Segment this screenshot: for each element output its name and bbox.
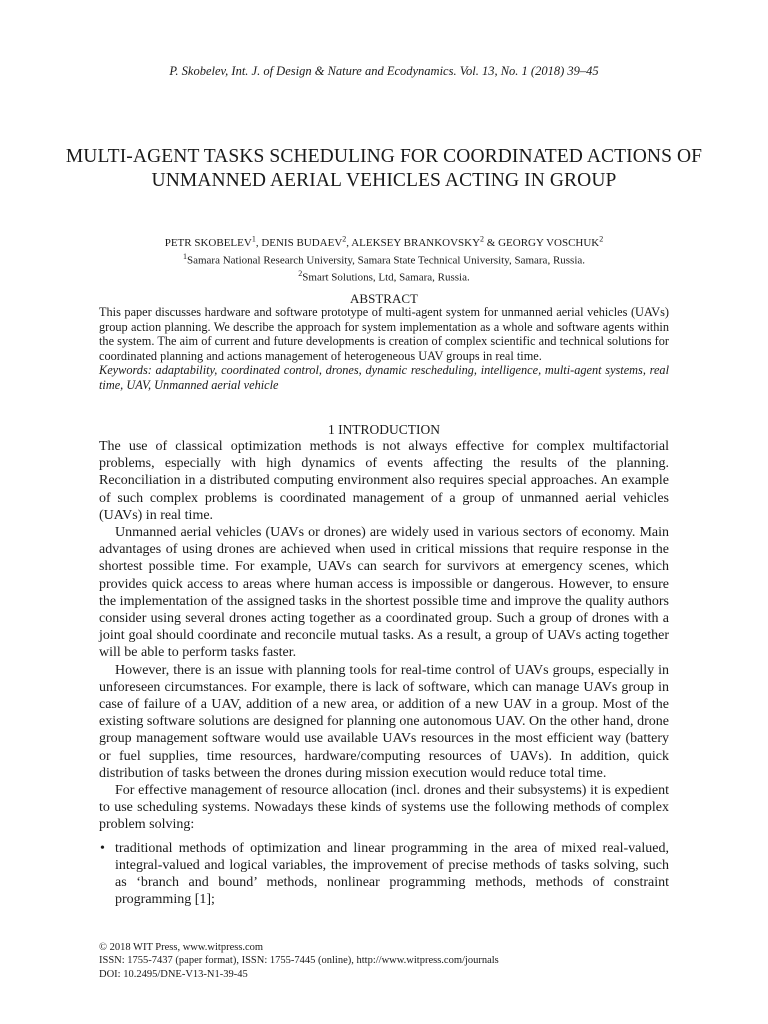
- affiliation-mark: 2: [480, 234, 485, 243]
- paragraph: Unmanned aerial vehicles (UAVs or drones) are widely used in various sectors of economy. Main advantages of using drones are achieved when used in critical missions that require response in the shortest possible time. For example, UAVs can search for survivors at emergency scenes, which provides quick access to areas where human access is impossible or dangerous. However, to ensure the implementation of the assigned tasks in the shortest possible time and improve the quality authors consider using several drones acting together as a coordinated group. Such a group of drones with a joint goal should coordinate and reconcile mutual tasks. As a result, a group of UAVs acting together will be able to perform tasks faster.: [99, 525, 669, 661]
- affiliation-mark: 1: [182, 251, 187, 261]
- abstract-heading: ABSTRACT: [350, 291, 418, 306]
- bullet-list: [99, 840, 669, 909]
- affiliation-mark: 2: [298, 269, 303, 279]
- section-heading: 1 INTRODUCTION: [327, 422, 441, 437]
- affiliation-mark: 2: [599, 234, 604, 243]
- copyright-line: © 2018 WIT Press, www.witpress.com: [99, 942, 264, 953]
- paragraph: However, there is an issue with planning tools for real-time control of UAVs groups, especially in unforeseen circumstances. For example, there is lack of software, which can manage UAVs group in case of failure of a UAV, addition of a new area, or addition of a new UAV in a group. Most of the existing software solutions are designed for planning one autonomous UAV. On the other hand, drone group management software would use available UAVs resources in the most efficient way (battery or fuel supplies, time resources, hardware/computing resources of UAVs). In addition, quick distribution of tasks between the drones during mission execution would reduce total time.: [99, 662, 669, 781]
- paragraph: The use of classical optimization methods is not always effective for complex multifactorial problems, especially with high dynamics of events affecting the results of the planning. Reconciliation in a distributed computing environment also requires special approaches. An example of such complex problems is coordinated management of a group of unmanned aerial vehicles (UAVs) in real time.: [99, 439, 669, 523]
- affiliation-mark: 2: [342, 234, 347, 243]
- issn-line: ISSN: 1755-7437 (paper format), ISSN: 1755-7445 (online), http://www.witpress.com/journals: [99, 955, 499, 967]
- bullet-icon: •: [100, 840, 105, 856]
- author-name: , DENIS BUDAEV: [255, 236, 343, 249]
- journal-citation: P. Skobelev, Int. J. of Design & Nature and Ecodynamics. Vol. 13, No. 1 (2018) 39–45: [169, 64, 599, 78]
- paragraph: For effective management of resource allocation (incl. drones and their subsystems) it is expedient to use scheduling systems. Nowadays these kinds of systems use the following methods of complex problem solving:: [99, 783, 669, 833]
- list-item-text: traditional methods of optimization and linear programming in the area of mixed real-valued, integral-valued and logical variables, the improvement of precise methods of tasks solving, such as ‘branch and bound’ methods, nonlinear programming methods, methods of constraint programming [1];: [115, 840, 669, 908]
- paper-title: MULTI-AGENT TASKS SCHEDULING FOR COORDINATED ACTIONS OF UNMANNED AERIAL VEHICLES ACTING IN GROUP: [65, 146, 703, 191]
- author-block: [0, 232, 768, 285]
- author-name: & GEORGY VOSCHUK: [484, 236, 600, 249]
- keywords: Keywords: adaptability, coordinated control, drones, dynamic rescheduling, intelligence, multi-agent systems, real time, UAV, Unmanned aerial vehicle: [99, 363, 669, 392]
- page-footer: [99, 941, 669, 981]
- list-item: [99, 840, 669, 909]
- section-body: [99, 438, 669, 908]
- affiliation-2: $^2$Smart Solutions, Ltd, Samara, Russia.: [298, 269, 470, 284]
- abstract-text: This paper discusses hardware and software prototype of multi-agent system for unmanned aerial vehicles (UAVs) group action planning. We describe the approach for system implementation as a whole and software agents within the system. The aim of current and future developments is creation of complex scientific and technical solutions for coordinated planning and actions management of heterogeneous UAV groups in real time.: [99, 305, 669, 363]
- affiliation-mark: 1: [251, 234, 256, 243]
- doi-line: DOI: 10.2495/DNE-V13-N1-39-45: [99, 968, 248, 980]
- abstract-block: [99, 305, 669, 393]
- author-list: [164, 234, 604, 249]
- author-name: PETR SKOBELEV: [164, 236, 252, 249]
- affiliation-1: $^1$Samara National Research University, Samara State Technical University, Samara, Russia.: [182, 251, 586, 267]
- author-name: , ALEKSEY BRANKOVSKY: [346, 236, 481, 249]
